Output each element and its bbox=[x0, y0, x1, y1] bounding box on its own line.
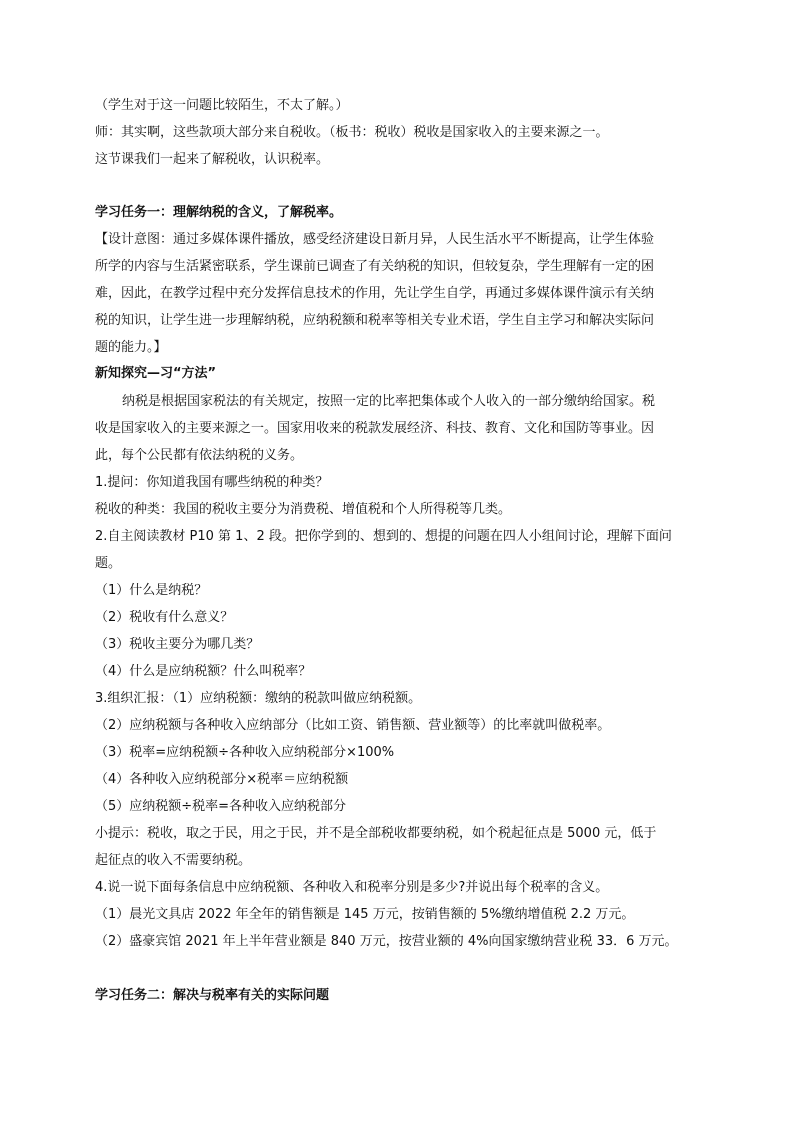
question-2-item: （4）什么是应纳税额？什么叫税率？ bbox=[95, 664, 312, 679]
concept-line: 纳税是根据国家税法的有关规定，按照一定的比率把集体或个人收入的一部分缴纳给国家。税 bbox=[122, 394, 656, 409]
question-3: 3.组织汇报：（1）应纳税额：缴纳的税款叫做应纳税额。 bbox=[95, 691, 422, 706]
task2-heading: 学习任务二：解决与税率有关的实际问题 bbox=[95, 988, 330, 1003]
question-2-line: 2.自主阅读教材 P10 第 1、2 段。把你学到的、想到的、想提的问题在四人小组间讨论，理解下面问 bbox=[95, 529, 672, 544]
question-3-item: （3）税率=应纳税额÷各种收入应纳税部分×100% bbox=[95, 745, 395, 760]
question-1-answer: 税收的种类：我国的税收主要分为消费税、增值税和个人所得税等几类。 bbox=[95, 502, 512, 517]
explore-heading: 新知探究—习“方法” bbox=[95, 366, 217, 381]
intro-line: （学生对于这一问题比较陌生，不太了解。） bbox=[95, 98, 349, 113]
concept-line: 收是国家收入的主要来源之一。国家用收来的税款发展经济、科技、教育、文化和国防等事业。因 bbox=[95, 421, 655, 436]
question-2-item: （2）税收有什么意义？ bbox=[95, 610, 234, 625]
concept-line: 此，每个公民都有依法纳税的义务。 bbox=[95, 448, 304, 463]
question-3-item: （4）各种收入应纳税部分×税率＝应纳税额 bbox=[95, 772, 349, 787]
design-intent-line: 【设计意图：通过多媒体课件播放，感受经济建设日新月异，人民生活水平不断提高，让学生体验 bbox=[95, 232, 655, 247]
question-4: 4.说一说下面每条信息中应纳税额、各种收入和税率分别是多少?并说出每个税率的含义。 bbox=[95, 880, 609, 895]
tip-line: 小提示：税收，取之于民，用之于民，并不是全部税收都要纳税，如个税起征点是 5000 元，低于 bbox=[95, 826, 657, 841]
question-2-item: （1）什么是纳税？ bbox=[95, 583, 208, 598]
question-4-item: （2）盛豪宾馆 2021 年上半年营业额是 840 万元，按营业额的 4%向国家缴纳营业税 33．6 万元。 bbox=[95, 934, 678, 949]
intro-line: 这节课我们一起来了解税收，认识税率。 bbox=[95, 152, 330, 167]
task1-heading: 学习任务一：理解纳税的含义，了解税率。 bbox=[95, 205, 343, 220]
intro-line: 师：其实啊，这些款项大部分来自税收。（板书：税收）税收是国家收入的主要来源之一。 bbox=[95, 125, 609, 140]
design-intent-line: 所学的内容与生活紧密联系，学生课前已调查了有关纳税的知识，但较复杂，学生理解有一定的困 bbox=[95, 259, 655, 274]
tip-line: 起征点的收入不需要纳税。 bbox=[95, 853, 252, 868]
design-intent-line: 税的知识，让学生进一步理解纳税，应纳税额和税率等相关专业术语，学生自主学习和解决实际问 bbox=[95, 313, 655, 328]
design-intent-line: 题的能力。】 bbox=[95, 340, 167, 355]
question-3-item: （5）应纳税额÷税率=各种收入应纳税部分 bbox=[95, 799, 347, 814]
question-1: 1.提问：你知道我国有哪些纳税的种类？ bbox=[95, 475, 329, 490]
question-3-item: （2）应纳税额与各种收入应纳部分（比如工资、销售额、营业额等）的比率就叫做税率。 bbox=[95, 718, 611, 733]
design-intent-line: 难，因此，在教学过程中充分发挥信息技术的作用，先让学生自学，再通过多媒体课件演示有关纳 bbox=[95, 286, 655, 301]
question-4-item: （1）晨光文具店 2022 年全年的销售额是 145 万元，按销售额的 5%缴纳增值税 2.2 万元。 bbox=[95, 907, 635, 922]
question-2-item: （3）税收主要分为哪几类？ bbox=[95, 637, 260, 652]
question-2-line: 题。 bbox=[95, 556, 122, 571]
